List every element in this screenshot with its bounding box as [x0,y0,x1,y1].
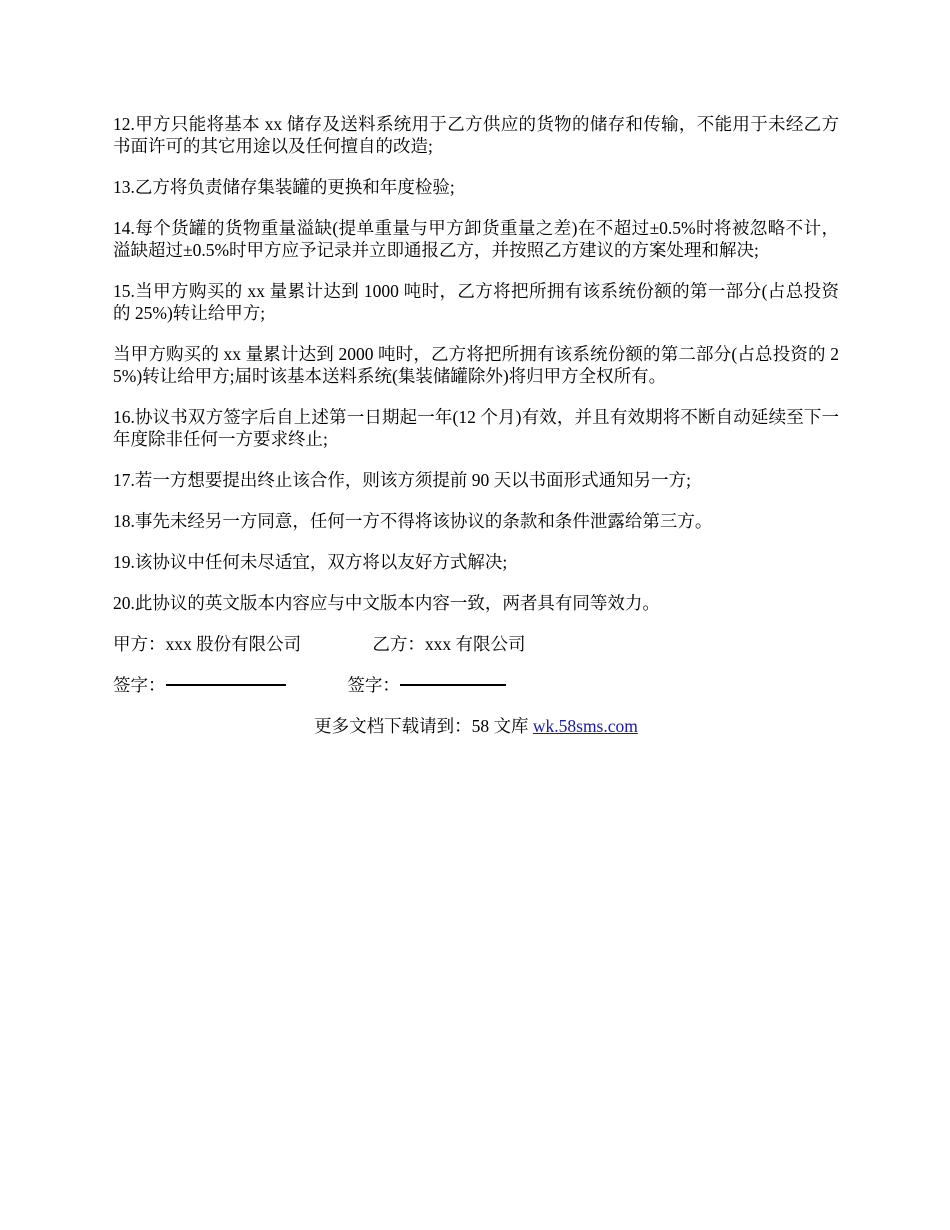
signature-a [113,674,343,696]
footer-text: 更多文档下载请到：58 文库 [314,716,533,736]
clause-19: 19.该协议中任何未尽适宜，双方将以友好方式解决; [113,552,508,572]
signature-a-line [166,684,286,686]
signature-b-line [400,684,506,686]
parties-row [113,633,839,655]
clause-14: 14.每个货罐的货物重量溢缺(提单重量与甲方卸货重量之差)在不超过±0.5%时将被忽略不计，溢缺超过±0.5%时甲方应予记录并立即通报乙方，并按照乙方建议的方案处理和解决; [113,218,839,260]
clause-12: 12.甲方只能将基本 xx 储存及送料系统用于乙方供应的货物的储存和传输，不能用于未经乙方书面许可的其它用途以及任何擅自的改造; [113,114,839,156]
footer [113,715,839,737]
clause-17: 17.若一方想要提出终止该合作，则该方须提前 90 天以书面形式通知另一方; [113,470,691,490]
clause-13: 13.乙方将负责储存集装罐的更换和年度检验; [113,177,455,197]
footer-link[interactable]: wk.58sms.com [532,716,638,736]
clause-15-continued: 当甲方购买的 xx 量累计达到 2000 吨时，乙方将把所拥有该系统份额的第二部分(占总投资的 25%)转让给甲方;届时该基本送料系统(集装储罐除外)将归甲方全权所有。 [113,344,839,386]
signatures-row [113,674,839,696]
clause-18: 18.事先未经另一方同意，任何一方不得将该协议的条款和条件泄露给第三方。 [113,511,713,531]
party-b: 乙方：xxx 有限公司 [372,634,526,654]
document-page [113,113,839,737]
signature-b [347,674,506,696]
signature-a-label: 签字： [113,675,166,695]
signature-b-label: 签字： [347,675,400,695]
party-a: 甲方：xxx 股份有限公司 [113,634,302,654]
clause-15: 15.当甲方购买的 xx 量累计达到 1000 吨时，乙方将把所拥有该系统份额的第一部分(占总投资的 25%)转让给甲方; [113,281,839,323]
clause-16: 16.协议书双方签字后自上述第一日期起一年(12 个月)有效，并且有效期将不断自动延续至下一年度除非任何一方要求终止; [113,407,839,449]
clause-20: 20.此协议的英文版本内容应与中文版本内容一致，两者具有同等效力。 [113,593,660,613]
